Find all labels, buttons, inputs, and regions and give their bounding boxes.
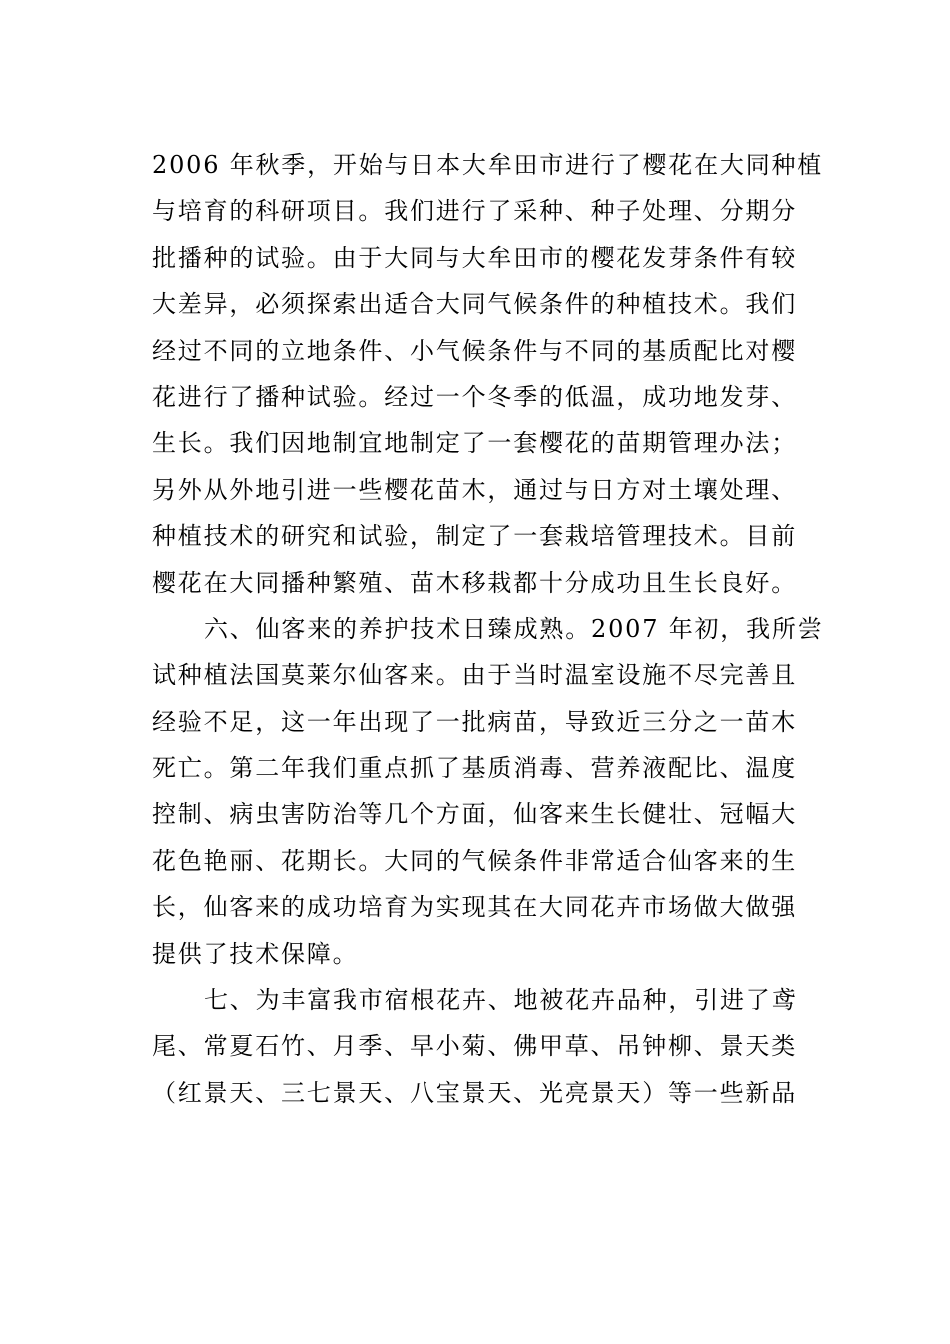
paragraph-1 <box>152 142 824 606</box>
text-line: 种植技术的研究和试验，制定了一套栽培管理技术。目前 <box>152 522 797 551</box>
text-line: 尾、常夏石竹、月季、早小菊、佛甲草、吊钟柳、景天类 <box>152 1032 797 1061</box>
text-line: 提供了技术保障。 <box>152 939 359 968</box>
text-line: 七、为丰富我市宿根花卉、地被花卉品种，引进了鸢 <box>204 986 798 1015</box>
text-line: 六、仙客来的养护技术日臻成熟。2007 年初，我所尝 <box>204 614 824 643</box>
text-line: 另外从外地引进一些樱花苗木，通过与日方对土壤处理、 <box>152 475 797 504</box>
text-line: 批播种的试验。由于大同与大牟田市的樱花发芽条件有较 <box>152 243 797 272</box>
text-line: 试种植法国莫莱尔仙客来。由于当时温室设施不尽完善且 <box>152 661 797 690</box>
text-line: 大差异，必须探索出适合大同气候条件的种植技术。我们 <box>152 290 797 319</box>
text-line: 死亡。第二年我们重点抓了基质消毒、营养液配比、温度 <box>152 754 797 783</box>
text-line: 樱花在大同播种繁殖、苗木移栽都十分成功且生长良好。 <box>152 568 797 597</box>
text-line: 经过不同的立地条件、小气候条件与不同的基质配比对樱 <box>152 336 797 365</box>
paragraph-2 <box>152 606 824 977</box>
text-line: 经验不足，这一年出现了一批病苗，导致近三分之一苗木 <box>152 707 797 736</box>
text-line: 控制、病虫害防治等几个方面，仙客来生长健壮、冠幅大 <box>152 800 797 829</box>
text-line: 生长。我们因地制宜地制定了一套樱花的苗期管理办法； <box>152 429 797 458</box>
text-line: 2006 年秋季，开始与日本大牟田市进行了樱花在大同种植 <box>152 151 824 179</box>
text-line: 与培育的科研项目。我们进行了采种、种子处理、分期分 <box>152 197 797 226</box>
paragraph-3 <box>152 977 812 1116</box>
text-line: 花色艳丽、花期长。大同的气候条件非常适合仙客来的生 <box>152 846 797 875</box>
text-line: （红景天、三七景天、八宝景天、光亮景天）等一些新品 <box>152 1078 797 1107</box>
text-line: 长，仙客来的成功培育为实现其在大同花卉市场做大做强 <box>152 893 797 922</box>
document-body <box>152 142 824 1116</box>
text-line: 花进行了播种试验。经过一个冬季的低温，成功地发芽、 <box>152 382 797 411</box>
